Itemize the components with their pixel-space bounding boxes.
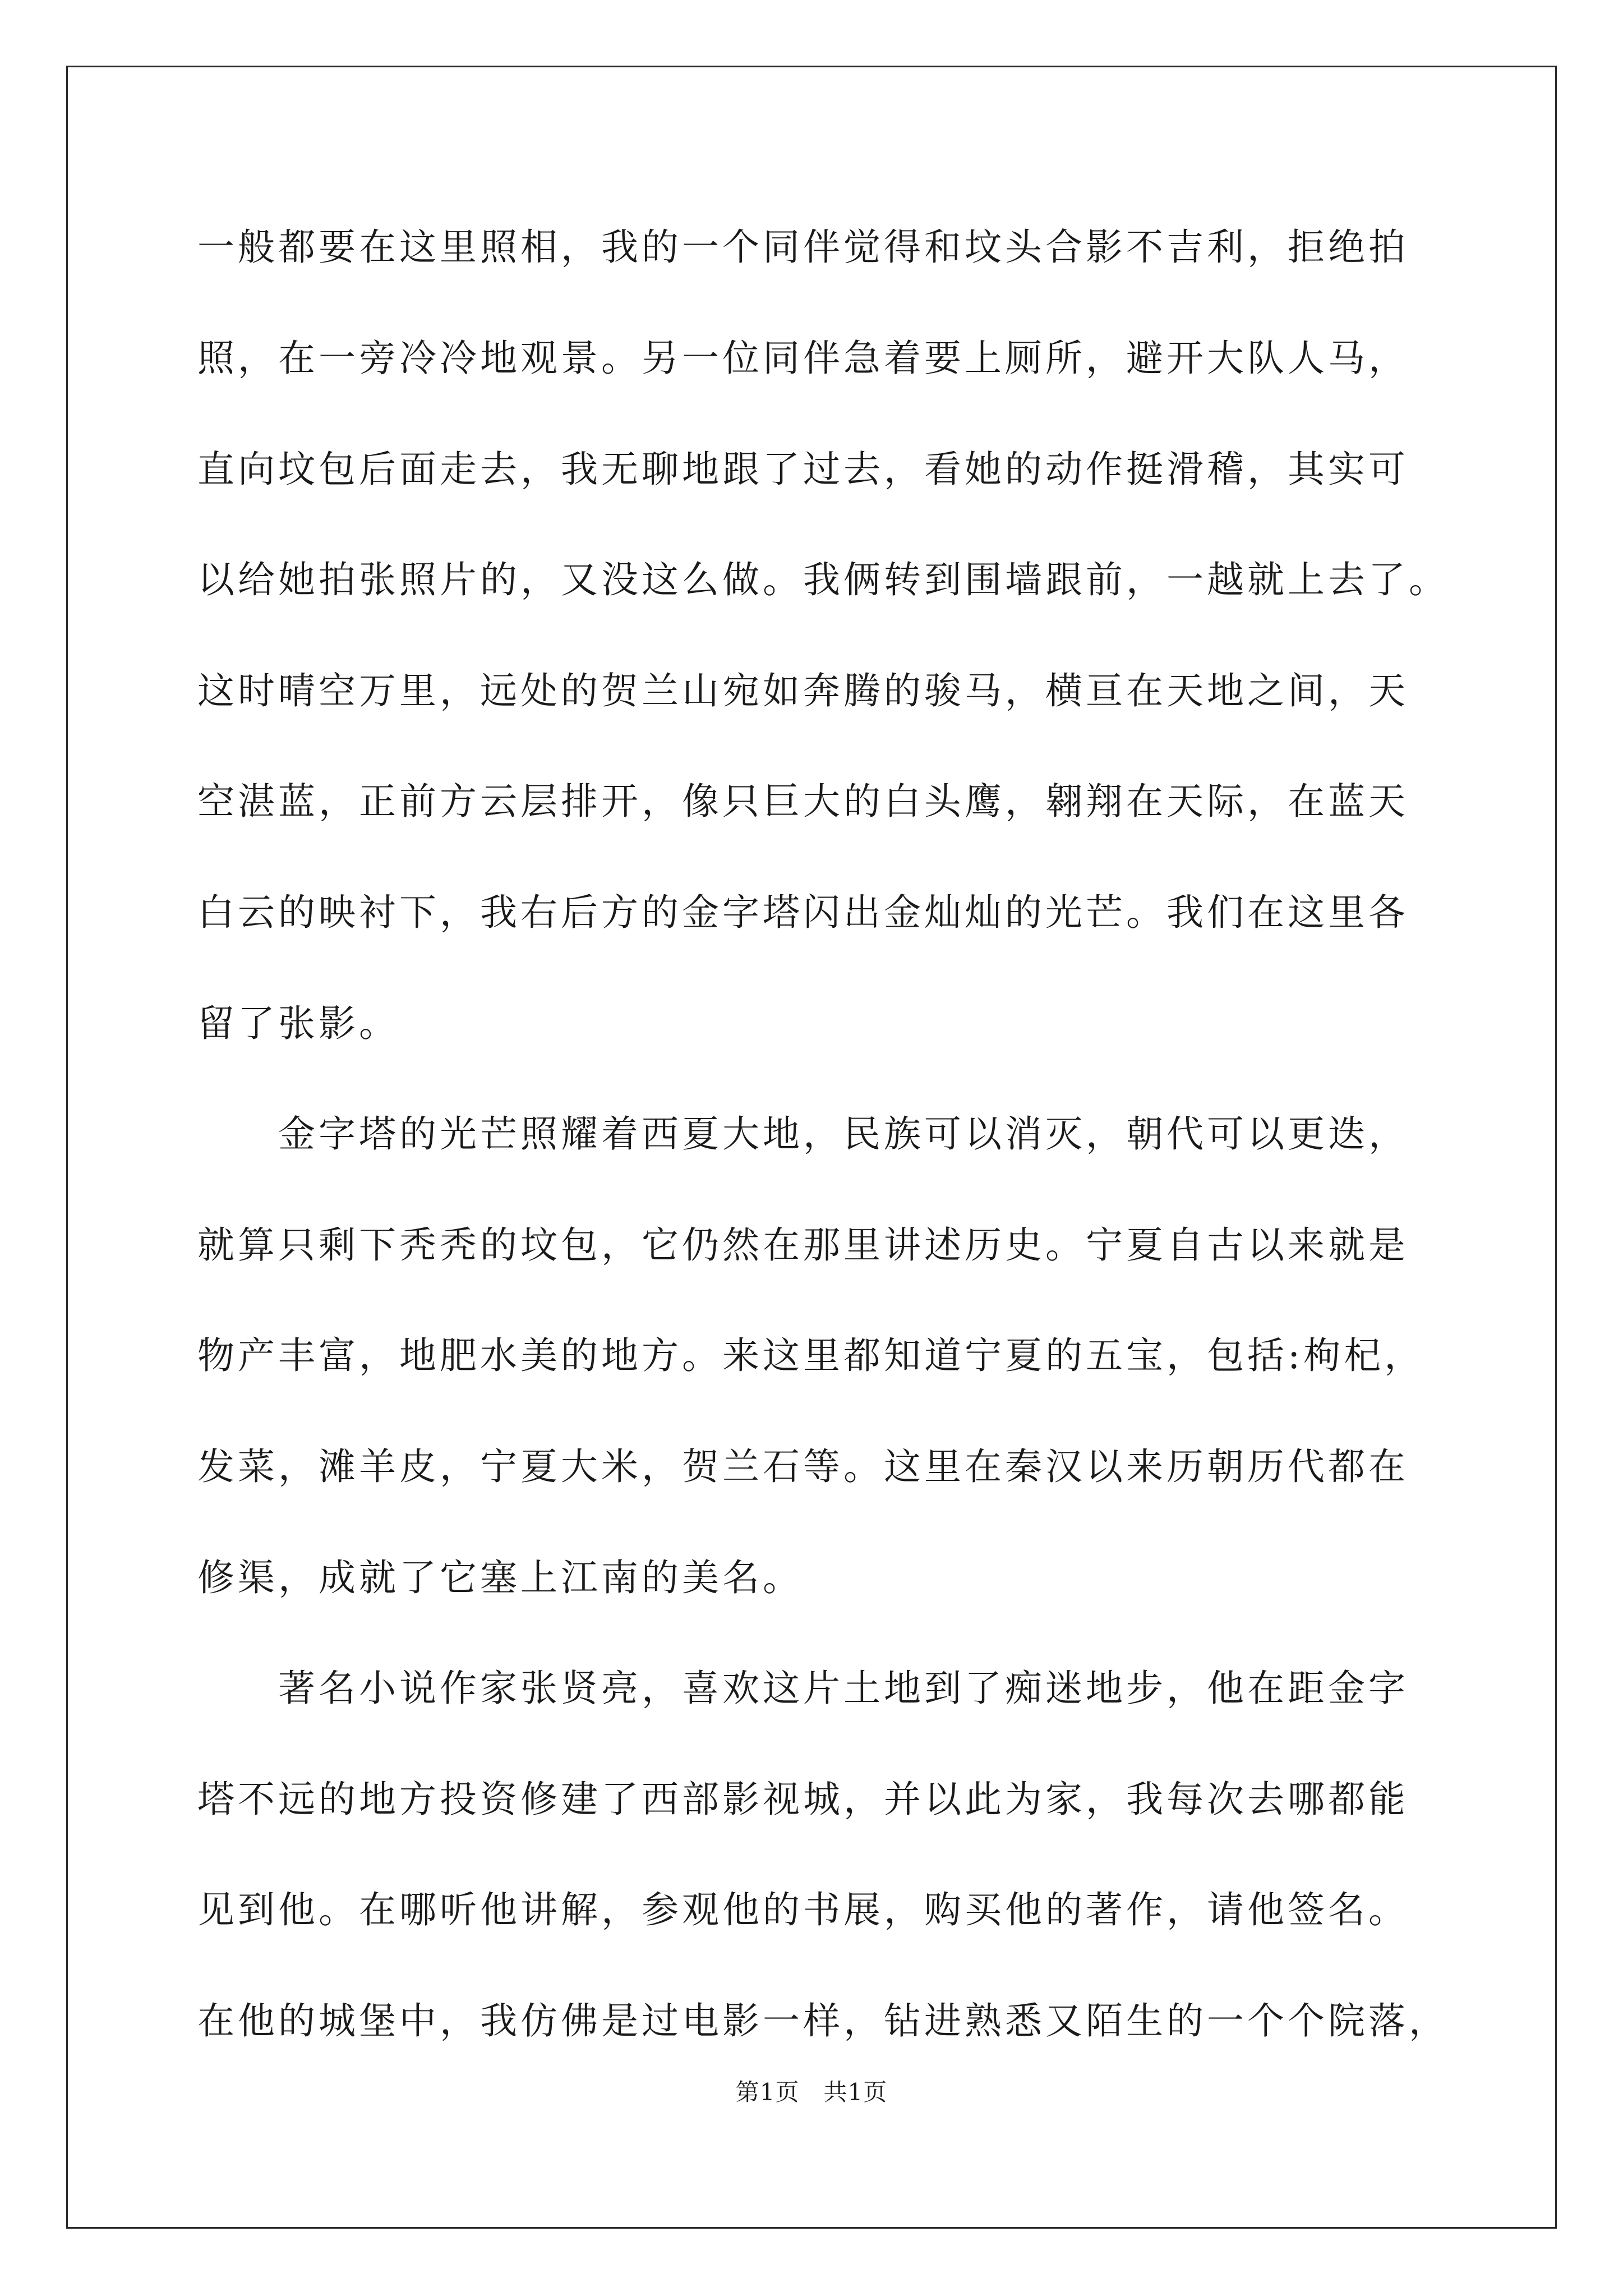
text-line: 留了张影。 [197, 1002, 399, 1045]
text-line: 见到他。在哪听他讲解，参观他的书展，购买他的著作，请他签名。 [197, 1888, 1409, 1931]
page-number-footer: 第1页 共1页 [735, 2078, 888, 2106]
text-line: 照，在一旁冷冷地观景。另一位同伴急着要上厕所，避开大队人马， [197, 337, 1409, 380]
text-line: 直向坟包后面走去，我无聊地跟了过去，看她的动作挺滑稽，其实可 [197, 448, 1409, 491]
text-line: 以给她拍张照片的，又没这么做。我俩转到围墙跟前，一越就上去了。 [197, 558, 1449, 601]
text-line: 修渠，成就了它塞上江南的美名。 [197, 1556, 803, 1599]
text-line: 空湛蓝，正前方云层排开，像只巨大的白头鹰，翱翔在天际，在蓝天 [197, 780, 1409, 823]
text-line: 白云的映衬下，我右后方的金字塔闪出金灿灿的光芒。我们在这里各 [197, 891, 1409, 934]
text-line: 塔不远的地方投资修建了西部影视城，并以此为家，我每次去哪都能 [197, 1778, 1409, 1821]
text-line: 一般都要在这里照相，我的一个同伴觉得和坟头合影不吉利，拒绝拍 [197, 226, 1409, 269]
text-line: 物产丰富，地肥水美的地方。来这里都知道宁夏的五宝，包括:枸杞， [197, 1334, 1425, 1377]
text-line: 著名小说作家张贤亮，喜欢这片土地到了痴迷地步，他在距金字 [197, 1667, 1409, 1710]
text-line: 发菜，滩羊皮，宁夏大米，贺兰石等。这里在秦汉以来历朝历代都在 [197, 1445, 1409, 1488]
text-line: 在他的城堡中，我仿佛是过电影一样，钻进熟悉又陌生的一个个院落， [197, 1999, 1449, 2042]
text-line: 就算只剩下秃秃的坟包，它仍然在那里讲述历史。宁夏自古以来就是 [197, 1223, 1409, 1267]
text-line: 这时晴空万里，远处的贺兰山宛如奔腾的骏马，横亘在天地之间，天 [197, 669, 1409, 712]
text-line: 金字塔的光芒照耀着西夏大地，民族可以消灭，朝代可以更迭， [197, 1112, 1409, 1156]
